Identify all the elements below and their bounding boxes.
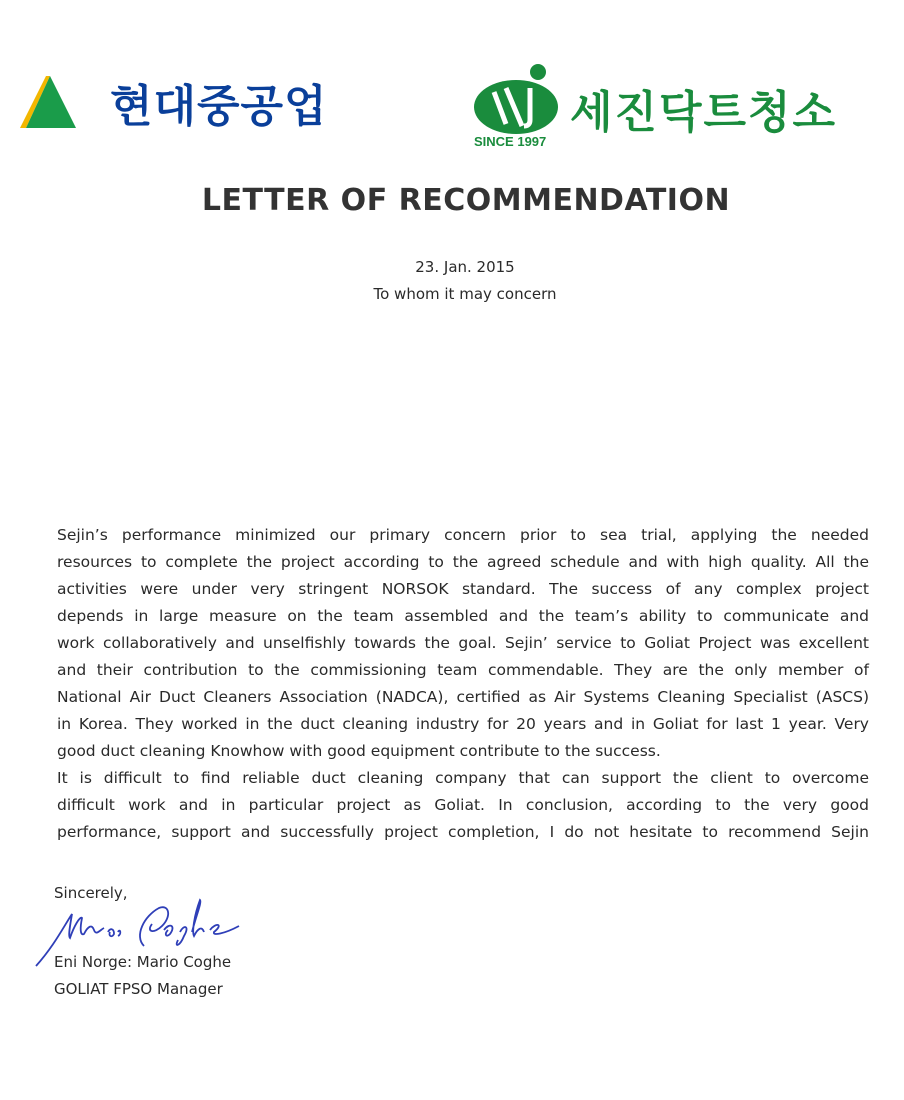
body-line: work collaboratively and unselfishly towards the goal. Sejin’ service to Goliat Project was excellent <box>57 634 869 652</box>
since-label: SINCE 1997 <box>474 134 547 149</box>
body-line: in Korea. They worked in the duct cleaning industry for 20 years and in Goliat for last 1 year. Very <box>57 715 869 733</box>
body-line: National Air Duct Cleaners Association (NADCA), certified as Air Systems Cleaning Specialist (ASCS) <box>57 688 869 706</box>
body-line: depends in large measure on the team assembled and the team’s ability to communicate and <box>57 607 869 625</box>
body-line: good duct cleaning Knowhow with good equipment contribute to the success. <box>57 742 661 760</box>
body-line: and their contribution to the commissioning team commendable. They are the only member of <box>57 661 869 679</box>
letter-body <box>57 522 869 846</box>
letter-date: 23. Jan. 2015 <box>415 258 515 276</box>
signer-title: GOLIAT FPSO Manager <box>54 980 223 998</box>
letter-title: LETTER OF RECOMMENDATION <box>201 183 731 218</box>
body-line: difficult work and in particular project as Goliat. In conclusion, according to the very good <box>57 796 869 814</box>
hyundai-logo-text: 현대중공업 <box>110 81 328 132</box>
sejin-logo-text: 세진닥트청소 <box>570 87 838 138</box>
body-line: resources to complete the project according to the agreed schedule and with high quality. All the <box>57 553 869 571</box>
hyundai-heavy-industries-logo <box>20 72 328 132</box>
signer-name: Eni Norge: Mario Coghe <box>54 953 232 971</box>
body-line: performance, support and successfully project completion, I do not hesitate to recommend Sejin <box>57 823 869 841</box>
greeting: To whom it may concern <box>373 285 557 303</box>
sejin-emblem-icon <box>472 62 567 137</box>
sejin-logo <box>472 62 838 152</box>
triangle-logo-icon <box>20 76 100 128</box>
body-line: Sejin’s performance minimized our primary concern prior to sea trial, applying the needed <box>57 526 869 544</box>
body-line: activities were under very stringent NORSOK standard. The success of any complex project <box>57 580 869 598</box>
body-line: It is difficult to find reliable duct cleaning company that can support the client to overcome <box>57 769 869 787</box>
closing: Sincerely, <box>54 884 128 902</box>
